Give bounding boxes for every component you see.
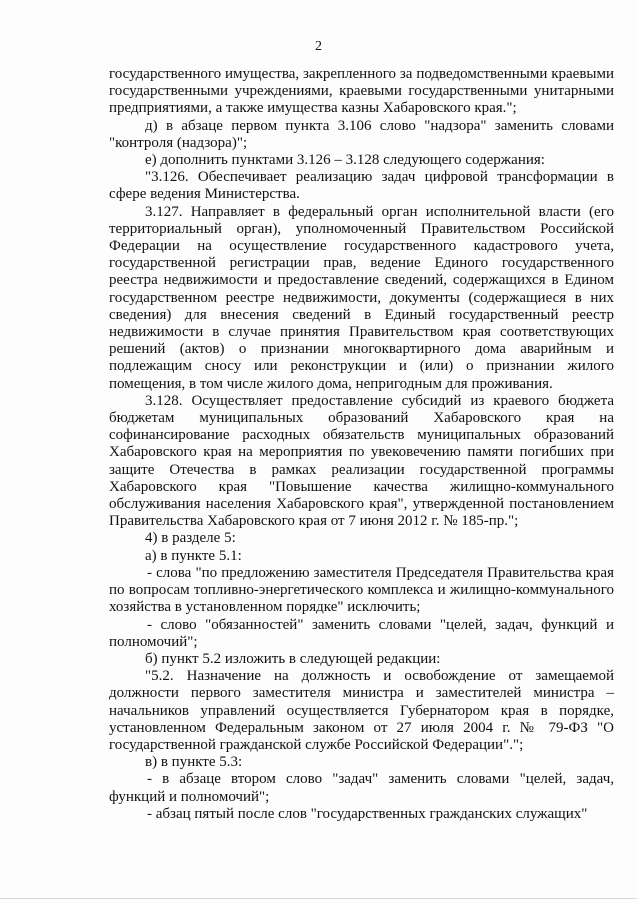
paragraph: б) пункт 5.2 изложить в следующей редакции: [145,650,441,667]
paragraph: в) в пункте 5.3: [145,754,243,771]
page-number: 2 [315,39,322,54]
paragraph: е) дополнить пунктами 3.126 – 3.128 следующего содержания: [145,152,545,169]
paragraph: а) в пункте 5.1: [145,547,242,564]
document-body [109,66,614,823]
scan-edge-line [0,898,637,899]
paragraph: - слово "обязанностей" заменить словами "целей, задач, функций и полномочий"; [109,616,614,650]
paragraph: "3.126. Обеспечивает реализацию задач цифровой трансформации в сфере ведения Министерства. [109,169,614,203]
paragraph: - абзац пятый после слов "государственных гражданских служащих" [147,805,588,822]
paragraph: д) в абзаце первом пункта 3.106 слово "надзора" заменить словами "контроля (надзора)"; [109,117,614,151]
paragraph: государственного имущества, закрепленного за подведомственными краевыми государственными учреждениями, краевыми государственными унитарными предприятиями, а также имущества казны Хабаровского края."; [109,66,614,117]
paragraph: "5.2. Назначение на должность и освобождение от замещаемой должности первого заместителя министра и заместителей министра – начальников управлений осуществляется Губернатором края в порядке, установленном Федеральным законом от 27 июля 2004 г. № 79-ФЗ "О государственной гражданской службе Российской Федерации"."; [109,668,614,753]
paragraph: - слова "по предложению заместителя Председателя Правительства края по вопросам топливно-энергетического комплекса и жилищно-коммунального хозяйства в установленном порядке" исключить; [109,564,614,616]
paragraph: 4) в разделе 5: [145,530,236,547]
paragraph: 3.128. Осуществляет предоставление субсидий из краевого бюджета бюджетам муниципальных образований Хабаровского края на софинансирование расходных обязательств муниципальных образований Хабаровского края на мероприятия по увековечению памяти погибших при защите Отечества в рамках реализации государственной программы Хабаровского края "Повышение качества жилищно-коммунального обслуживания населения Хабаровского края", утвержденной постановлением Правительства Хабаровского края от 7 июня 2012 г. № 185-пр."; [109,392,614,530]
paragraph: - в абзаце втором слово "задач" заменить словами "целей, задач, функций и полномочий"; [109,771,614,805]
paragraph: 3.127. Направляет в федеральный орган исполнительной власти (его территориальный орган), уполномоченный Правительством Российской Федерации на осуществление государственного кадастрового учета, государственной регистрации прав, ведение Единого государственного реестра недвижимости и предоставление сведений, содержащихся в Едином государственном реестре недвижимости, документы (содержащиеся в них сведения) для внесения сведений в Единый государственный реестр недвижимости в случае принятия Правительством края соответствующих решений (актов) о признании многоквартирного дома аварийным и подлежащим сносу или реконструкции и (или) о признании жилого помещения, в том числе жилого дома, непригодным для проживания. [109,203,614,392]
